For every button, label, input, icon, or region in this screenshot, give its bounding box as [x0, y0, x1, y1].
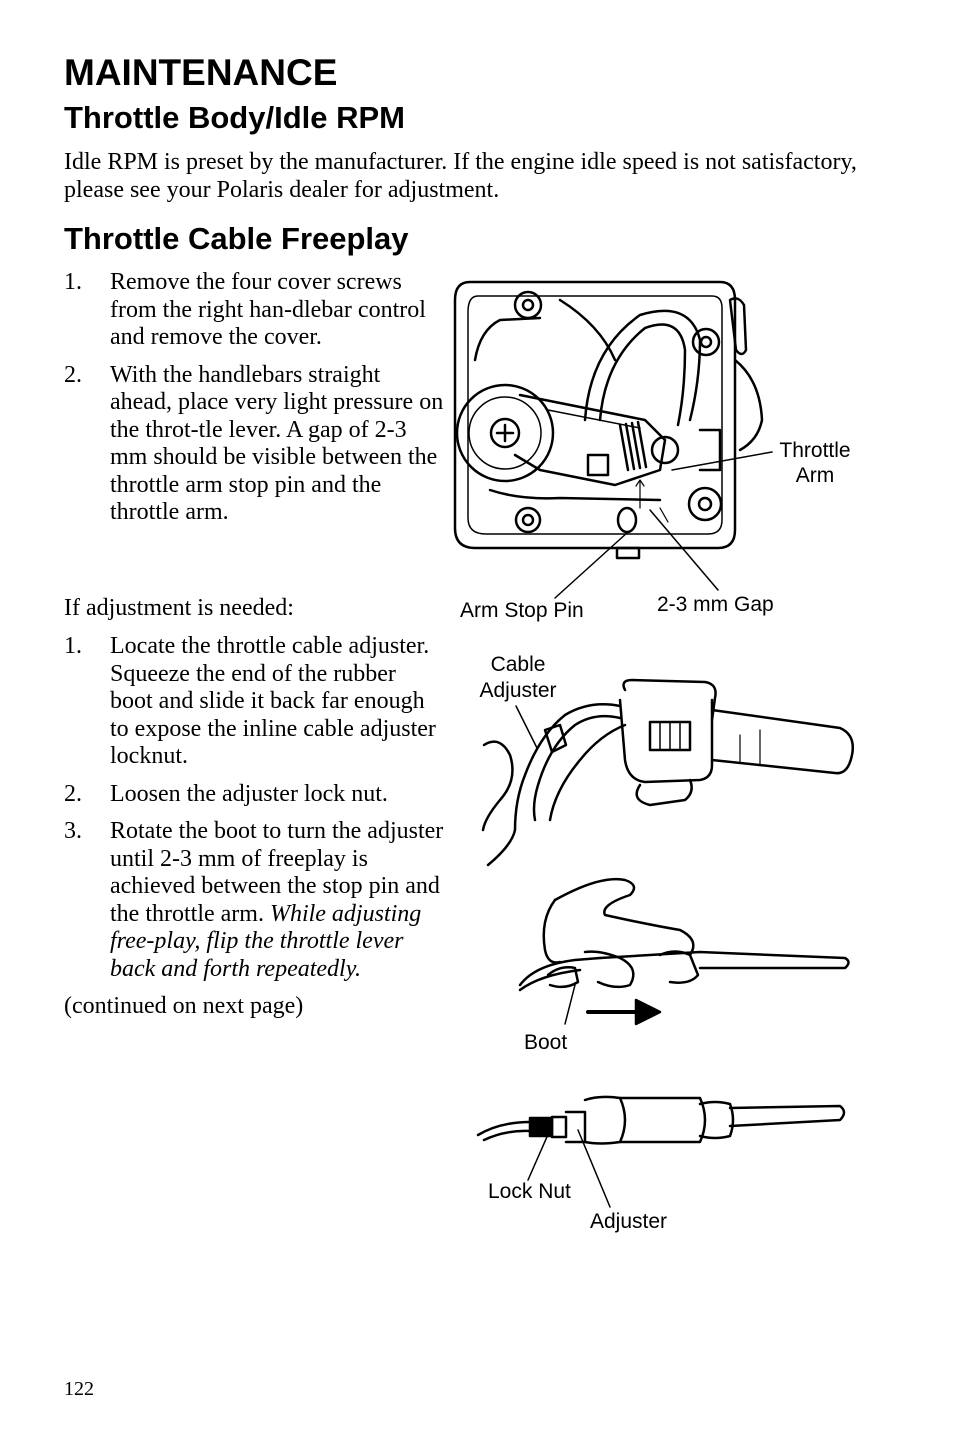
- step-number: 3.: [64, 818, 82, 844]
- step-text: Rotate the boot to turn the adjuster until 2-3 mm of freeplay is achieved between the stop pin and the throttle arm.: [110, 818, 444, 927]
- label-cable-adjuster-line2: Adjuster: [479, 679, 557, 702]
- label-arm-stop-pin: Arm Stop Pin: [460, 599, 584, 622]
- label-throttle-arm-line1: Throttle: [779, 439, 851, 462]
- boot-slide-figure: [520, 879, 849, 1024]
- step-text: Remove the four cover screws from the right han-dlebar control and remove the cover.: [110, 269, 426, 350]
- throttle-housing-figure: [455, 282, 762, 558]
- step-text: Locate the throttle cable adjuster. Squeeze the end of the rubber boot and slide it back far enough to expose the inline cable adjuster locknut.: [110, 633, 436, 769]
- label-cable-adjuster-line1: Cable: [490, 653, 546, 676]
- step-number: 1.: [64, 269, 82, 295]
- step-text: With the handlebars straight ahead, place very light pressure on the throt-tle lever. A gap of 2-3 mm should be visible between the throttle arm stop pin and the throttle arm.: [110, 361, 444, 525]
- lock-nut-figure: [478, 1097, 844, 1144]
- page-number: 122: [64, 1378, 94, 1400]
- section-title: MAINTENANCE: [64, 52, 338, 93]
- label-lock-nut: Lock Nut: [488, 1180, 571, 1203]
- adjust-intro: If adjustment is needed:: [64, 595, 294, 621]
- step-number: 1.: [64, 633, 82, 659]
- heading-throttle-body: Throttle Body/Idle RPM: [64, 100, 405, 135]
- label-adjuster: Adjuster: [590, 1210, 668, 1233]
- intro-paragraph: Idle RPM is preset by the manufacturer. If the engine idle speed is not satisfactory, please see your Polaris dealer for adjustment.: [64, 149, 857, 203]
- label-throttle-arm-line2: Arm: [795, 464, 835, 487]
- handlebar-grip-figure: [483, 680, 853, 865]
- step-number: 2.: [64, 361, 82, 388]
- step-number: 2.: [64, 780, 82, 807]
- step-note-italic: While adjusting free-play, flip the throttle lever back and forth repeatedly.: [110, 900, 422, 982]
- label-gap: 2-3 mm Gap: [657, 593, 774, 616]
- step-text: Loosen the adjuster lock nut.: [110, 780, 388, 807]
- label-boot: Boot: [524, 1031, 568, 1054]
- continued-note: (continued on next page): [64, 993, 304, 1019]
- heading-cable-freeplay: Throttle Cable Freeplay: [64, 221, 409, 256]
